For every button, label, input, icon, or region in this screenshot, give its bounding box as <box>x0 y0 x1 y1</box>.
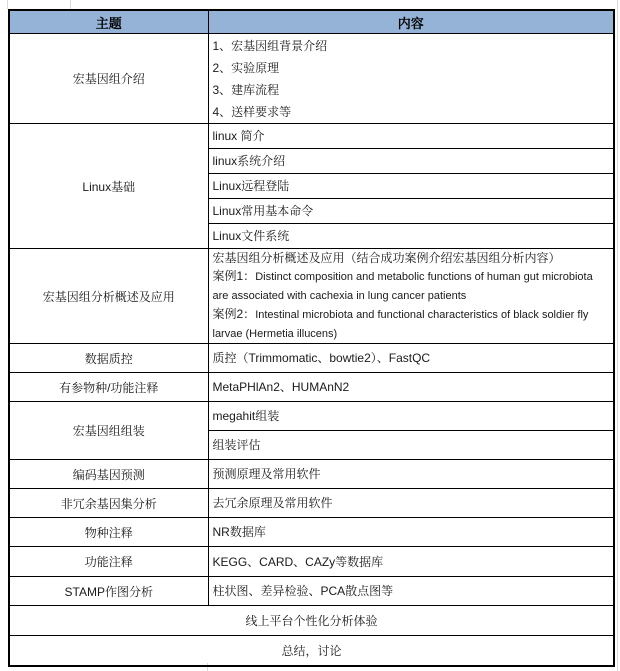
case-title: Intestinal microbiota and functional characteristics of black soldier fly larvae (Hermetia illucens) <box>212 309 589 340</box>
content-line: linux系统介绍 <box>212 154 286 168</box>
content-cell[interactable] <box>208 402 614 431</box>
table-row <box>9 547 614 577</box>
topic-cell[interactable]: 功能注释 <box>9 547 208 577</box>
content-line: NR数据库 <box>212 525 266 539</box>
header-row <box>9 10 614 34</box>
table-row <box>9 606 614 636</box>
content-line: 1、宏基因组背景介绍 <box>212 38 328 53</box>
gridline-remnant <box>617 0 618 671</box>
content-line <box>213 267 610 305</box>
topic-cell[interactable]: 宏基因组分析概述及应用 <box>9 249 208 344</box>
content-cell[interactable] <box>208 577 614 606</box>
content-cell[interactable] <box>208 460 614 489</box>
content-cell[interactable] <box>208 199 614 224</box>
content-cell[interactable] <box>208 249 614 344</box>
gridline-remnant <box>7 0 8 9</box>
content-line: 去冗余原理及常用软件 <box>212 496 333 510</box>
content-line: 预测原理及常用软件 <box>212 467 321 481</box>
table-row <box>9 373 614 402</box>
content-line: linux 简介 <box>212 129 265 143</box>
content-cell[interactable] <box>208 431 614 460</box>
topic-cell[interactable]: 数据质控 <box>9 344 208 373</box>
table-row <box>9 249 614 344</box>
content-line: KEGG、CARD、CAZy等数据库 <box>212 554 384 569</box>
content-line <box>213 305 610 343</box>
table-row <box>9 34 614 124</box>
gridline-remnant <box>70 0 71 9</box>
content-cell[interactable] <box>208 344 614 373</box>
content-line: 宏基因组分析概述及应用（结合成功案例介绍宏基因组分析内容） <box>212 251 561 265</box>
content-line: 质控（Trimmomatic、bowtie2）、FastQC <box>212 351 431 365</box>
content-cell[interactable] <box>208 174 614 199</box>
case-label: 案例2： <box>212 307 256 321</box>
content-line: 3、建库流程 <box>212 82 280 97</box>
topic-cell[interactable]: 有参物种/功能注释 <box>9 373 208 402</box>
table-row <box>9 518 614 547</box>
topic-cell[interactable]: 宏基因组介绍 <box>9 34 208 124</box>
content-cell[interactable] <box>208 518 614 547</box>
content-cell[interactable] <box>208 373 614 402</box>
table-row <box>9 124 614 149</box>
content-cell[interactable] <box>208 489 614 518</box>
topic-cell[interactable]: 非冗余基因集分析 <box>9 489 208 518</box>
column-header-topic[interactable]: 主题 <box>9 10 208 34</box>
content-cell[interactable] <box>208 224 614 249</box>
content-line: Linux文件系统 <box>212 229 290 243</box>
content-line: 2、实验原理 <box>212 60 280 75</box>
table-row <box>9 636 614 666</box>
table-row <box>9 489 614 518</box>
table-row <box>9 402 614 431</box>
content-cell[interactable] <box>208 124 614 149</box>
content-line: megahit组装 <box>212 409 280 423</box>
column-header-content[interactable]: 内容 <box>208 10 614 34</box>
topic-cell[interactable]: 编码基因预测 <box>9 460 208 489</box>
topic-cell[interactable]: 物种注释 <box>9 518 208 547</box>
content-line: MetaPHlAn2、HUMAnN2 <box>212 380 350 394</box>
table-row <box>9 344 614 373</box>
case-title: Distinct composition and metabolic functions of human gut microbiota are associated with cachexia in lung cancer patients <box>212 271 593 302</box>
content-line: 柱状图、差异检验、PCA散点图等 <box>212 584 394 598</box>
merged-cell[interactable]: 总结，讨论 <box>9 636 614 666</box>
table-row <box>9 460 614 489</box>
content-cell[interactable] <box>208 149 614 174</box>
spreadsheet-area <box>8 9 615 667</box>
case-label: 案例1： <box>212 269 256 283</box>
table-row <box>9 577 614 606</box>
topic-cell[interactable]: 宏基因组组装 <box>9 402 208 460</box>
content-line: Linux远程登陆 <box>212 179 290 193</box>
content-cell[interactable] <box>208 547 614 577</box>
course-outline-table <box>8 9 615 667</box>
topic-cell[interactable]: Linux基础 <box>9 124 208 249</box>
merged-cell[interactable]: 线上平台个性化分析体验 <box>9 606 614 636</box>
topic-cell[interactable]: STAMP作图分析 <box>9 577 208 606</box>
content-line: Linux常用基本命令 <box>212 204 314 218</box>
content-cell[interactable] <box>208 34 614 124</box>
content-line: 组装评估 <box>212 438 261 452</box>
content-line: 4、送样要求等 <box>212 104 292 119</box>
